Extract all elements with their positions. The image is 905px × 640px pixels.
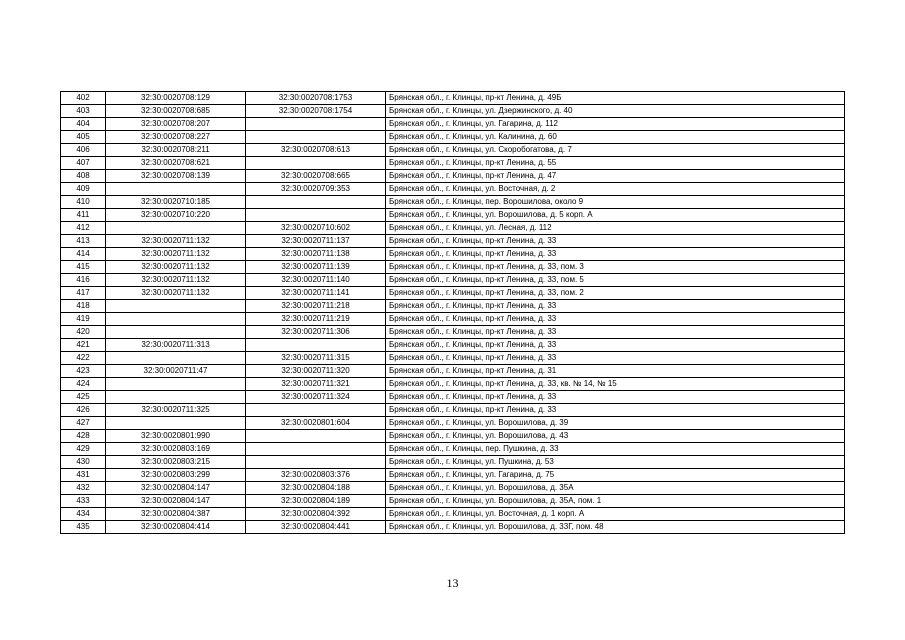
building-cadastral-number-cell: 32:30:0020804:188 <box>246 482 386 495</box>
row-number-cell: 432 <box>61 482 106 495</box>
land-cadastral-number-cell: 32:30:0020711:132 <box>106 274 246 287</box>
building-cadastral-number-cell: 32:30:0020803:376 <box>246 469 386 482</box>
row-number-cell: 405 <box>61 131 106 144</box>
address-cell: Брянская обл., г. Клинцы, ул. Восточная, д. 1 корп. А <box>386 508 845 521</box>
building-cadastral-number-cell <box>246 443 386 456</box>
row-number-cell: 433 <box>61 495 106 508</box>
table-row <box>61 118 845 131</box>
row-number-cell: 421 <box>61 339 106 352</box>
land-cadastral-number-cell: 32:30:0020708:139 <box>106 170 246 183</box>
table-row <box>61 508 845 521</box>
table-row <box>61 352 845 365</box>
table-row <box>61 131 845 144</box>
row-number-cell: 419 <box>61 313 106 326</box>
address-cell: Брянская обл., г. Клинцы, ул. Дзержинского, д. 40 <box>386 105 845 118</box>
address-cell: Брянская обл., г. Клинцы, пр-кт Ленина, д. 33 <box>386 326 845 339</box>
building-cadastral-number-cell <box>246 131 386 144</box>
table-row <box>61 430 845 443</box>
table-row <box>61 404 845 417</box>
address-cell: Брянская обл., г. Клинцы, пр-кт Ленина, д. 33 <box>386 313 845 326</box>
address-cell: Брянская обл., г. Клинцы, пр-кт Ленина, д. 49Б <box>386 92 845 105</box>
row-number-cell: 416 <box>61 274 106 287</box>
address-cell: Брянская обл., г. Клинцы, ул. Ворошилова, д. 5 корп. А <box>386 209 845 222</box>
land-cadastral-number-cell <box>106 326 246 339</box>
address-cell: Брянская обл., г. Клинцы, ул. Калинина, д. 60 <box>386 131 845 144</box>
land-cadastral-number-cell <box>106 378 246 391</box>
building-cadastral-number-cell: 32:30:0020711:324 <box>246 391 386 404</box>
land-cadastral-number-cell: 32:30:0020711:132 <box>106 287 246 300</box>
address-cell: Брянская обл., г. Клинцы, пр-кт Ленина, д. 33 <box>386 235 845 248</box>
table-body <box>61 92 845 534</box>
table-row <box>61 495 845 508</box>
building-cadastral-number-cell <box>246 118 386 131</box>
building-cadastral-number-cell: 32:30:0020711:306 <box>246 326 386 339</box>
row-number-cell: 430 <box>61 456 106 469</box>
building-cadastral-number-cell <box>246 430 386 443</box>
address-cell: Брянская обл., г. Клинцы, ул. Восточная, д. 2 <box>386 183 845 196</box>
land-cadastral-number-cell: 32:30:0020708:211 <box>106 144 246 157</box>
table-row <box>61 482 845 495</box>
building-cadastral-number-cell: 32:30:0020708:1753 <box>246 92 386 105</box>
building-cadastral-number-cell: 32:30:0020711:218 <box>246 300 386 313</box>
address-cell: Брянская обл., г. Клинцы, ул. Ворошилова, д. 39 <box>386 417 845 430</box>
address-cell: Брянская обл., г. Клинцы, пр-кт Ленина, д. 47 <box>386 170 845 183</box>
address-cell: Брянская обл., г. Клинцы, ул. Пушкина, д. 53 <box>386 456 845 469</box>
row-number-cell: 418 <box>61 300 106 313</box>
table-row <box>61 469 845 482</box>
building-cadastral-number-cell <box>246 404 386 417</box>
land-cadastral-number-cell: 32:30:0020803:215 <box>106 456 246 469</box>
land-cadastral-number-cell: 32:30:0020708:621 <box>106 157 246 170</box>
page-number: 13 <box>446 576 459 590</box>
row-number-cell: 417 <box>61 287 106 300</box>
row-number-cell: 429 <box>61 443 106 456</box>
address-cell: Брянская обл., г. Клинцы, ул. Ворошилова, д. 35А, пом. 1 <box>386 495 845 508</box>
land-cadastral-number-cell: 32:30:0020711:313 <box>106 339 246 352</box>
building-cadastral-number-cell: 32:30:0020710:602 <box>246 222 386 235</box>
land-cadastral-number-cell: 32:30:0020803:299 <box>106 469 246 482</box>
table-row <box>61 443 845 456</box>
row-number-cell: 420 <box>61 326 106 339</box>
land-cadastral-number-cell: 32:30:0020711:325 <box>106 404 246 417</box>
table-row <box>61 417 845 430</box>
land-cadastral-number-cell: 32:30:0020708:685 <box>106 105 246 118</box>
land-cadastral-number-cell <box>106 222 246 235</box>
land-cadastral-number-cell <box>106 391 246 404</box>
row-number-cell: 427 <box>61 417 106 430</box>
table-row <box>61 326 845 339</box>
table-row <box>61 274 845 287</box>
building-cadastral-number-cell: 32:30:0020711:137 <box>246 235 386 248</box>
table-row <box>61 222 845 235</box>
building-cadastral-number-cell: 32:30:0020711:219 <box>246 313 386 326</box>
address-cell: Брянская обл., г. Клинцы, ул. Скоробогатова, д. 7 <box>386 144 845 157</box>
table-row <box>61 105 845 118</box>
address-cell: Брянская обл., г. Клинцы, пр-кт Ленина, д. 33, пом. 5 <box>386 274 845 287</box>
row-number-cell: 425 <box>61 391 106 404</box>
building-cadastral-number-cell <box>246 456 386 469</box>
building-cadastral-number-cell: 32:30:0020711:138 <box>246 248 386 261</box>
building-cadastral-number-cell: 32:30:0020711:139 <box>246 261 386 274</box>
building-cadastral-number-cell: 32:30:0020708:1754 <box>246 105 386 118</box>
row-number-cell: 435 <box>61 521 106 534</box>
address-cell: Брянская обл., г. Клинцы, пр-кт Ленина, д. 33 <box>386 404 845 417</box>
address-cell: Брянская обл., г. Клинцы, ул. Ворошилова, д. 35А <box>386 482 845 495</box>
building-cadastral-number-cell <box>246 196 386 209</box>
building-cadastral-number-cell: 32:30:0020708:613 <box>246 144 386 157</box>
row-number-cell: 426 <box>61 404 106 417</box>
land-cadastral-number-cell <box>106 183 246 196</box>
table-row <box>61 261 845 274</box>
table-row <box>61 521 845 534</box>
land-cadastral-number-cell: 32:30:0020711:132 <box>106 248 246 261</box>
land-cadastral-number-cell: 32:30:0020803:169 <box>106 443 246 456</box>
land-cadastral-number-cell: 32:30:0020804:147 <box>106 495 246 508</box>
building-cadastral-number-cell <box>246 157 386 170</box>
land-cadastral-number-cell: 32:30:0020708:207 <box>106 118 246 131</box>
land-cadastral-number-cell <box>106 300 246 313</box>
row-number-cell: 422 <box>61 352 106 365</box>
land-cadastral-number-cell: 32:30:0020711:132 <box>106 261 246 274</box>
table-row <box>61 339 845 352</box>
table-row <box>61 196 845 209</box>
row-number-cell: 409 <box>61 183 106 196</box>
row-number-cell: 428 <box>61 430 106 443</box>
address-cell: Брянская обл., г. Клинцы, пр-кт Ленина, д. 33, кв. № 14, № 15 <box>386 378 845 391</box>
address-cell: Брянская обл., г. Клинцы, пр-кт Ленина, д. 33, пом. 3 <box>386 261 845 274</box>
row-number-cell: 413 <box>61 235 106 248</box>
row-number-cell: 408 <box>61 170 106 183</box>
row-number-cell: 423 <box>61 365 106 378</box>
table-row <box>61 313 845 326</box>
table-row <box>61 365 845 378</box>
row-number-cell: 412 <box>61 222 106 235</box>
table-row <box>61 248 845 261</box>
address-cell: Брянская обл., г. Клинцы, ул. Ворошилова, д. 43 <box>386 430 845 443</box>
row-number-cell: 403 <box>61 105 106 118</box>
land-cadastral-number-cell: 32:30:0020804:414 <box>106 521 246 534</box>
row-number-cell: 410 <box>61 196 106 209</box>
table-row <box>61 183 845 196</box>
building-cadastral-number-cell: 32:30:0020711:315 <box>246 352 386 365</box>
building-cadastral-number-cell: 32:30:0020804:189 <box>246 495 386 508</box>
building-cadastral-number-cell <box>246 209 386 222</box>
land-cadastral-number-cell: 32:30:0020711:47 <box>106 365 246 378</box>
table-row <box>61 157 845 170</box>
address-cell: Брянская обл., г. Клинцы, ул. Ворошилова, д. 33Г, пом. 48 <box>386 521 845 534</box>
row-number-cell: 431 <box>61 469 106 482</box>
land-cadastral-number-cell: 32:30:0020804:147 <box>106 482 246 495</box>
address-cell: Брянская обл., г. Клинцы, пр-кт Ленина, д. 33 <box>386 339 845 352</box>
table-row <box>61 391 845 404</box>
land-cadastral-number-cell <box>106 417 246 430</box>
table-row <box>61 144 845 157</box>
land-cadastral-number-cell: 32:30:0020710:185 <box>106 196 246 209</box>
building-cadastral-number-cell: 32:30:0020711:141 <box>246 287 386 300</box>
row-number-cell: 404 <box>61 118 106 131</box>
address-cell: Брянская обл., г. Клинцы, ул. Гагарина, д. 112 <box>386 118 845 131</box>
building-cadastral-number-cell: 32:30:0020711:140 <box>246 274 386 287</box>
table-row <box>61 287 845 300</box>
table-row <box>61 170 845 183</box>
address-cell: Брянская обл., г. Клинцы, пр-кт Ленина, д. 33 <box>386 248 845 261</box>
table-row <box>61 456 845 469</box>
row-number-cell: 411 <box>61 209 106 222</box>
address-cell: Брянская обл., г. Клинцы, пер. Пушкина, д. 33 <box>386 443 845 456</box>
property-register-table <box>60 91 845 534</box>
address-cell: Брянская обл., г. Клинцы, ул. Гагарина, д. 75 <box>386 469 845 482</box>
address-cell: Брянская обл., г. Клинцы, пр-кт Ленина, д. 55 <box>386 157 845 170</box>
table-row <box>61 209 845 222</box>
row-number-cell: 415 <box>61 261 106 274</box>
address-cell: Брянская обл., г. Клинцы, пр-кт Ленина, д. 33 <box>386 352 845 365</box>
row-number-cell: 414 <box>61 248 106 261</box>
table-row <box>61 300 845 313</box>
building-cadastral-number-cell: 32:30:0020709:353 <box>246 183 386 196</box>
address-cell: Брянская обл., г. Клинцы, пр-кт Ленина, д. 33 <box>386 391 845 404</box>
building-cadastral-number-cell: 32:30:0020711:320 <box>246 365 386 378</box>
land-cadastral-number-cell: 32:30:0020804:387 <box>106 508 246 521</box>
building-cadastral-number-cell <box>246 339 386 352</box>
address-cell: Брянская обл., г. Клинцы, пр-кт Ленина, д. 33 <box>386 300 845 313</box>
building-cadastral-number-cell: 32:30:0020804:392 <box>246 508 386 521</box>
row-number-cell: 406 <box>61 144 106 157</box>
address-cell: Брянская обл., г. Клинцы, ул. Лесная, д. 112 <box>386 222 845 235</box>
land-cadastral-number-cell: 32:30:0020708:227 <box>106 131 246 144</box>
row-number-cell: 402 <box>61 92 106 105</box>
building-cadastral-number-cell: 32:30:0020711:321 <box>246 378 386 391</box>
row-number-cell: 407 <box>61 157 106 170</box>
land-cadastral-number-cell: 32:30:0020711:132 <box>106 235 246 248</box>
address-cell: Брянская обл., г. Клинцы, пр-кт Ленина, д. 31 <box>386 365 845 378</box>
address-cell: Брянская обл., г. Клинцы, пер. Ворошилова, около 9 <box>386 196 845 209</box>
table-row <box>61 235 845 248</box>
building-cadastral-number-cell: 32:30:0020708:665 <box>246 170 386 183</box>
land-cadastral-number-cell <box>106 352 246 365</box>
land-cadastral-number-cell <box>106 313 246 326</box>
building-cadastral-number-cell: 32:30:0020801:604 <box>246 417 386 430</box>
row-number-cell: 434 <box>61 508 106 521</box>
row-number-cell: 424 <box>61 378 106 391</box>
address-cell: Брянская обл., г. Клинцы, пр-кт Ленина, д. 33, пом. 2 <box>386 287 845 300</box>
land-cadastral-number-cell: 32:30:0020710:220 <box>106 209 246 222</box>
building-cadastral-number-cell: 32:30:0020804:441 <box>246 521 386 534</box>
land-cadastral-number-cell: 32:30:0020708:129 <box>106 92 246 105</box>
land-cadastral-number-cell: 32:30:0020801:990 <box>106 430 246 443</box>
table-row <box>61 92 845 105</box>
table-row <box>61 378 845 391</box>
